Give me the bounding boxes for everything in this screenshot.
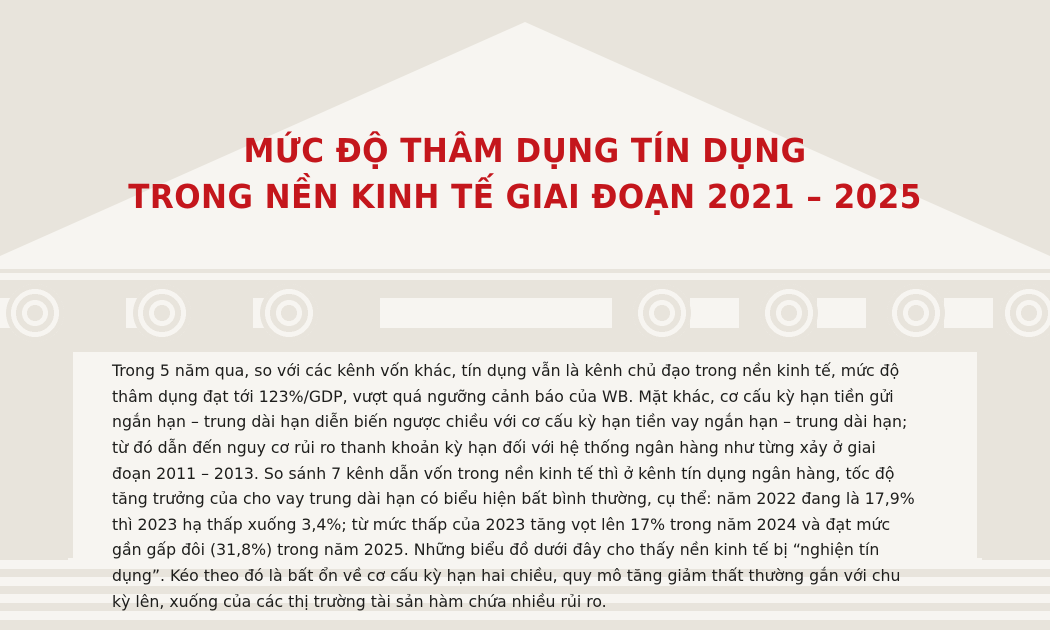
architrave-band-upper: [0, 256, 1050, 269]
column-shaft-line: [68, 352, 73, 558]
column-capital-icon: [633, 284, 691, 342]
column-capital-icon: [887, 284, 945, 342]
column-capital-icon: [6, 284, 64, 342]
body-text-block: [112, 342, 944, 630]
column-shaft-line: [977, 352, 982, 558]
body-paragraph: Trong 5 năm qua, so với các kênh vốn khác, tín dụng vẫn là kênh chủ đạo trong nền kinh tế, mức độ thâm dụng đạt tới 123%/GDP, vượt quá ngưỡng cảnh báo của WB. Mặt khác, cơ cấu kỳ hạn tiền gửi ngắn hạn – trung dài hạn diễn biến ngược chiều với cơ cấu kỳ hạn tiền vay ngắn hạn – trung dài hạn; từ đó dẫn đến nguy cơ rủi ro thanh khoản kỳ hạn đối với hệ thống ngân hàng như từng xảy ở giai đoạn 2011 – 2013. So sánh 7 kênh dẫn vốn trong nền kinh tế thì ở kênh tín dụng ngân hàng, tốc độ tăng trưởng của cho vay trung dài hạn có biểu hiện bất bình thường, cụ thể: năm 2022 đang là 17,9% thì 2023 hạ thấp xuống 3,4%; từ mức thấp của 2023 tăng vọt lên 17% trong năm 2024 và đạt mức gần gấp đôi (31,8%) trong năm 2025. Những biểu đồ dưới đây cho thấy nền kinh tế bị “nghiện tín dụng”. Kéo theo đó là bất ổn về cơ cấu kỳ hạn hai chiều, quy mô tăng giảm thất thường gắn với chu kỳ lên, xuống của các thị trường tài sản hàm chứa nhiều rủi ro.: [112, 361, 915, 611]
architrave-band-lower: [0, 273, 1050, 280]
column-capital-icon: [1000, 284, 1050, 342]
title-line-1: MỨC ĐỘ THÂM DỤNG TÍN DỤNG: [243, 131, 807, 170]
column-capital-icon: [133, 284, 191, 342]
title-line-2: TRONG NỀN KINH TẾ GIAI ĐOẠN 2021 – 2025: [128, 177, 922, 216]
page-title: [0, 128, 1050, 220]
column-capital-icon: [260, 284, 318, 342]
column-capital-icon: [760, 284, 818, 342]
